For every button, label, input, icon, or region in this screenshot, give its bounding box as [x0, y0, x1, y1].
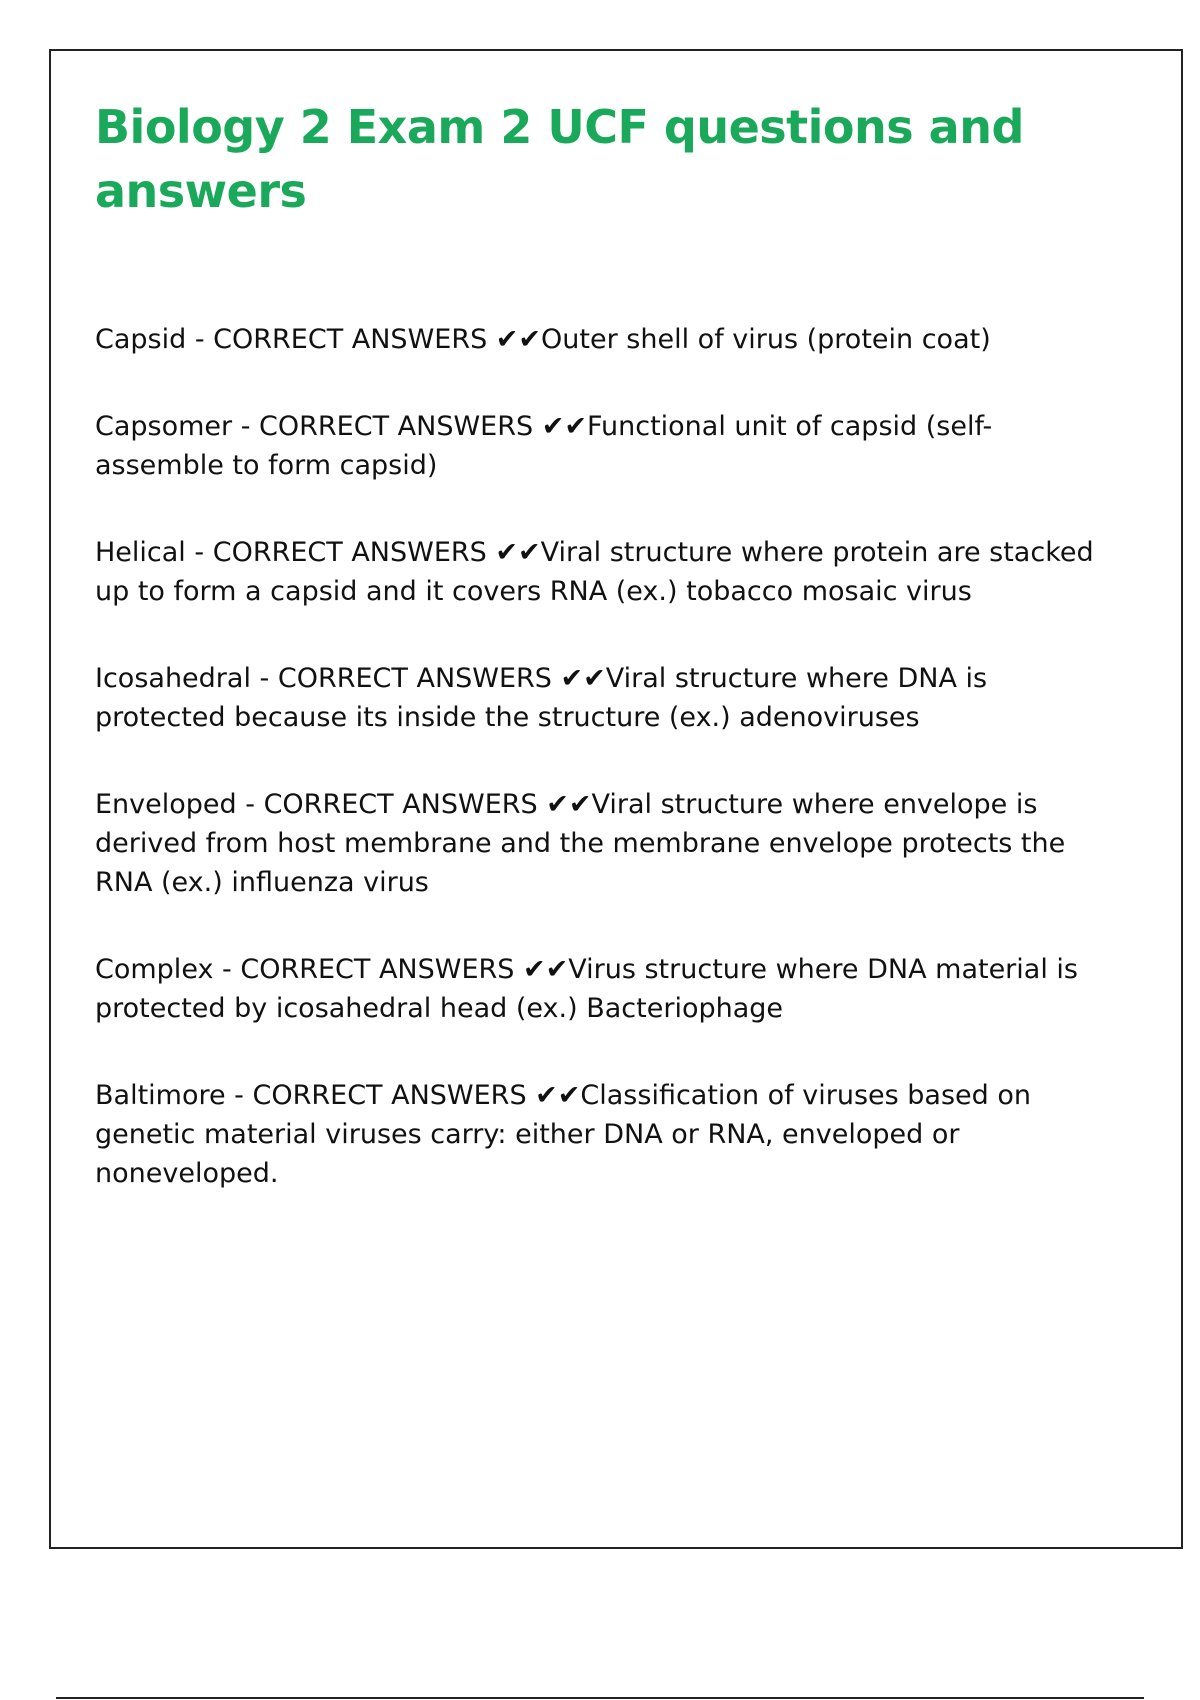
qa-list [95, 320, 1095, 1241]
qa-entry-helical: Helical - CORRECT ANSWERS ✔✔Viral structure where protein are stacked up to form a capsid and it covers RNA (ex.) tobacco mosaic virus [95, 537, 1094, 607]
qa-entry-baltimore: Baltimore - CORRECT ANSWERS ✔✔Classification of viruses based on genetic material viruses carry: either DNA or RNA, enveloped or noneveloped. [95, 1080, 1031, 1189]
qa-entry-capsid: Capsid - CORRECT ANSWERS ✔✔Outer shell of virus (protein coat) [95, 324, 991, 355]
qa-entry-icosahedral: Icosahedral - CORRECT ANSWERS ✔✔Viral structure where DNA is protected because its inside the structure (ex.) adenoviruses [95, 663, 988, 733]
qa-entry-enveloped: Enveloped - CORRECT ANSWERS ✔✔Viral structure where envelope is derived from host membrane and the membrane envelope protects the RNA (ex.) influenza virus [95, 789, 1066, 898]
document-title: Biology 2 Exam 2 UCF questions and answers [95, 100, 1024, 218]
qa-entry-complex: Complex - CORRECT ANSWERS ✔✔Virus structure where DNA material is protected by icosahedral head (ex.) Bacteriophage [95, 954, 1078, 1024]
qa-entry-capsomer: Capsomer - CORRECT ANSWERS ✔✔Functional unit of capsid (self-assemble to form capsid) [95, 411, 993, 481]
footer-divider [56, 1697, 1144, 1699]
